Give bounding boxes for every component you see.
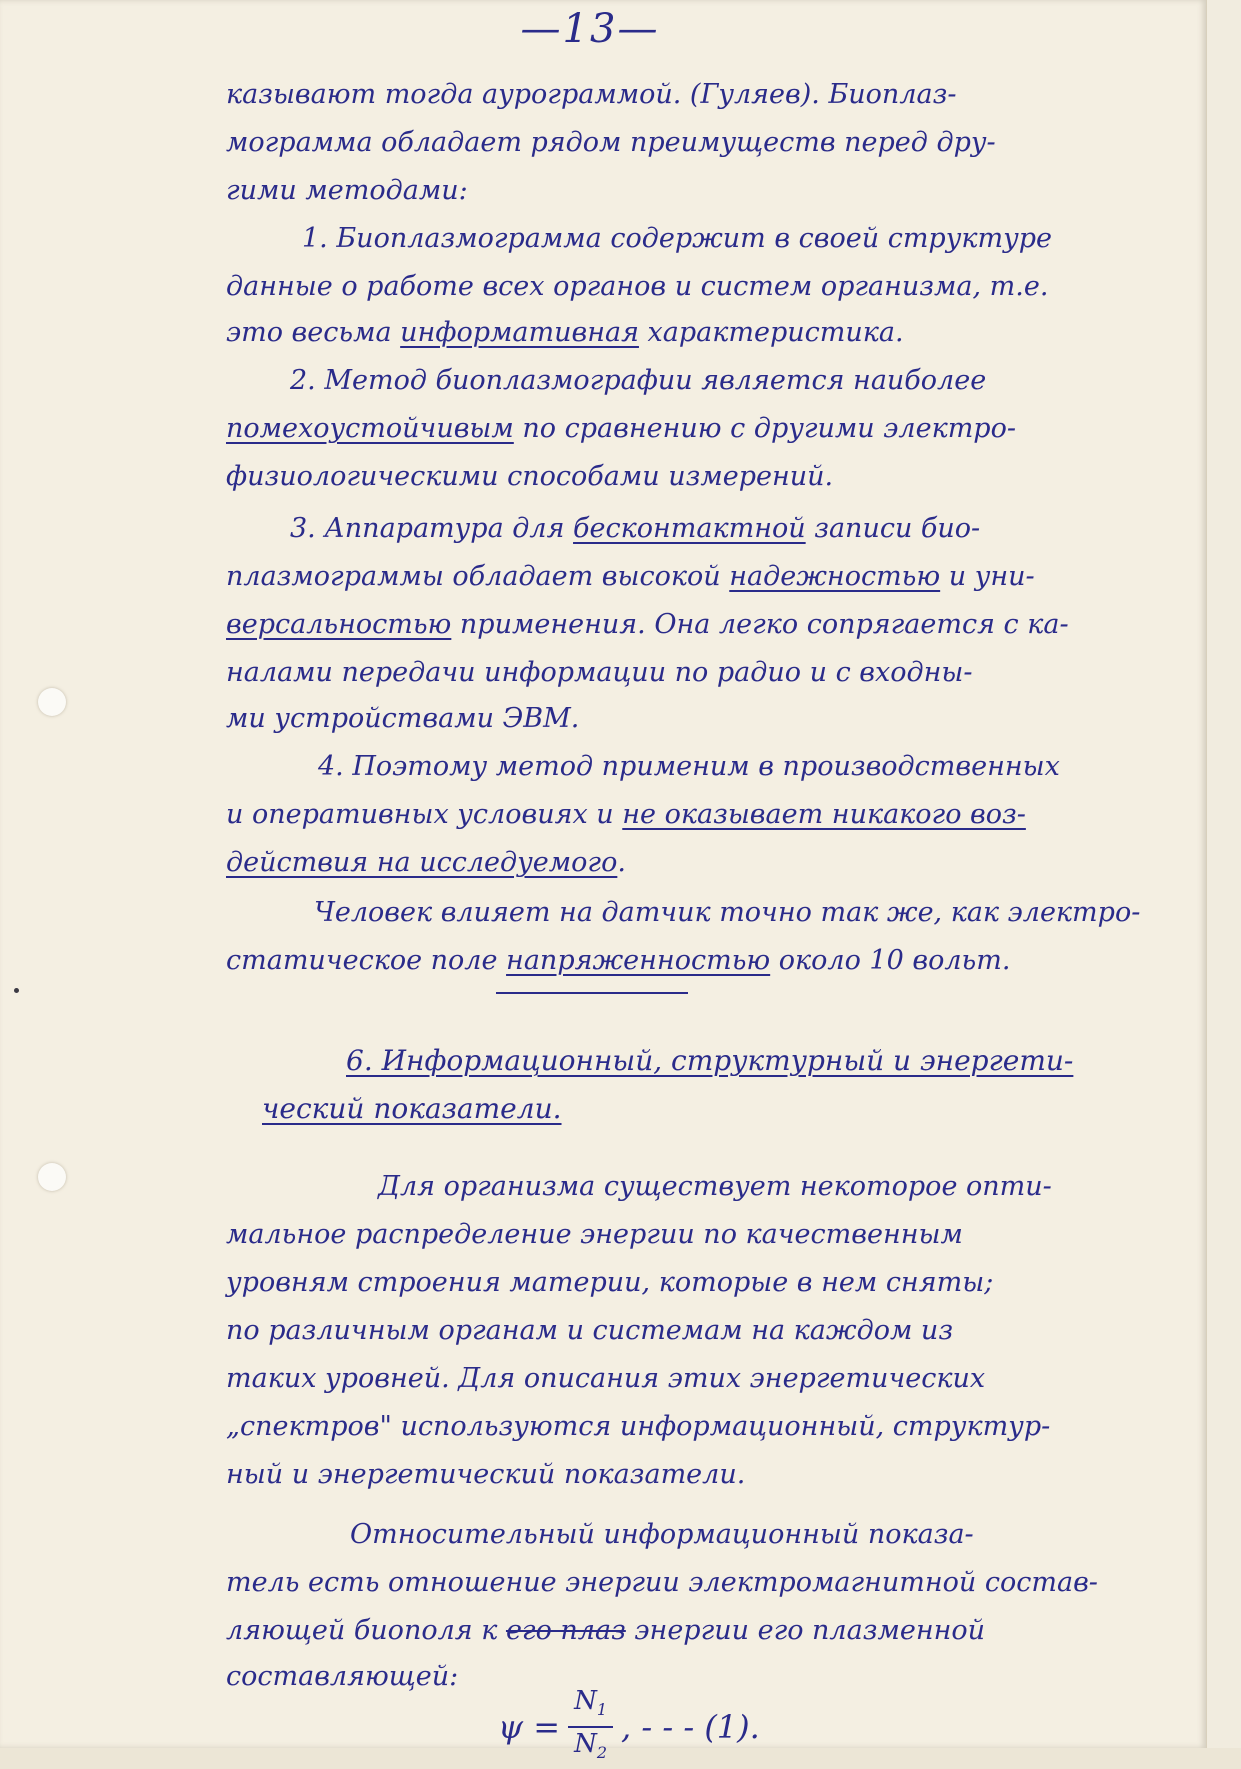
page-edge (1206, 0, 1241, 1748)
text-line: тель есть отношение энергии электромагнитной состав- (226, 1567, 1098, 1598)
text-line: гими методами: (226, 175, 468, 206)
list-item-3: 3. Аппаратура для бесконтактной записи био- (290, 513, 981, 544)
list-item-1: 1. Биоплазмограмма содержит в своей структуре (302, 223, 1053, 254)
text-line: статическое поле напряженностью около 10 вольт. (226, 945, 1011, 976)
text-line: ляющей биополя к его плаз энергии его плазменной (226, 1615, 986, 1646)
underlined-term: информативная (400, 317, 639, 348)
formula-fraction (568, 1685, 613, 1769)
section-heading: 6. Информационный, структурный и энергети- (346, 1044, 1074, 1077)
text-line: таких уровней. Для описания этих энергетических (226, 1363, 986, 1394)
underlined-term: бесконтактной (573, 513, 806, 544)
text-line: данные о работе всех органов и систем организма, т.е. (226, 271, 1049, 302)
text-line: по различным органам и системам на каждом из (226, 1315, 954, 1346)
underlined-phrase: действия на исследуемого (226, 847, 618, 878)
underlined-term: помехоустойчивым (226, 413, 514, 444)
formula-denominator: $N_2$ (574, 1729, 608, 1763)
list-item-2: 2. Метод биоплазмографии является наиболее (290, 365, 987, 396)
text-line: уровням строения материи, которые в нем сняты; (226, 1267, 994, 1298)
struck-out-text: его плаз (505, 1615, 626, 1646)
text-line: Человек влияет на датчик точно так же, как электро- (314, 897, 1141, 928)
section-heading: ческий показатели. (262, 1092, 562, 1125)
text-line: составляющей: (226, 1661, 459, 1692)
text-line: мограмма обладает рядом преимуществ перед дру- (226, 127, 996, 158)
text-line: налами передачи информации по радио и с входны- (226, 657, 973, 688)
text-line: ми устройствами ЭВМ. (226, 703, 580, 734)
text-line: физиологическими способами измерений. (226, 461, 834, 492)
text-line: действия на исследуемого. (226, 847, 626, 878)
underlined-term: напряженностью (506, 945, 771, 976)
formula-lhs: ψ = (498, 1708, 561, 1746)
text-line: и оперативных условиях и не оказывает никакого воз- (226, 799, 1026, 830)
text-line: мальное распределение энергии по качественным (226, 1219, 963, 1250)
underlined-term: надежностью (729, 561, 941, 592)
text-line: Относительный информационный показа- (350, 1519, 974, 1550)
text-line: плазмограммы обладает высокой надежностью и уни- (226, 561, 1035, 592)
text-line: это весьма информативная характеристика. (226, 317, 904, 348)
formula-rhs: , - - - (1). (621, 1708, 760, 1746)
page-number: —13— (520, 6, 660, 52)
list-item-4: 4. Поэтому метод применим в производственных (318, 751, 1060, 782)
text-line: Для организма существует некоторое опти- (378, 1171, 1052, 1202)
formula-numerator: $N_1$ (568, 1685, 613, 1728)
text-line: казывают тогда аурограммой. (Гуляев). Биоплаз- (226, 79, 957, 110)
section-divider (496, 992, 688, 994)
text-line: „спектров" используются информационный, структур- (226, 1411, 1051, 1442)
formula-1 (498, 1685, 760, 1766)
text-line: ный и энергетический показатели. (226, 1459, 746, 1490)
underlined-phrase: не оказывает никакого воз- (622, 799, 1026, 830)
underlined-term: версальностью (226, 609, 452, 640)
text-line: помехоустойчивым по сравнению с другими электро- (226, 413, 1016, 444)
text-line: версальностью применения. Она легко сопрягается с ка- (226, 609, 1069, 640)
